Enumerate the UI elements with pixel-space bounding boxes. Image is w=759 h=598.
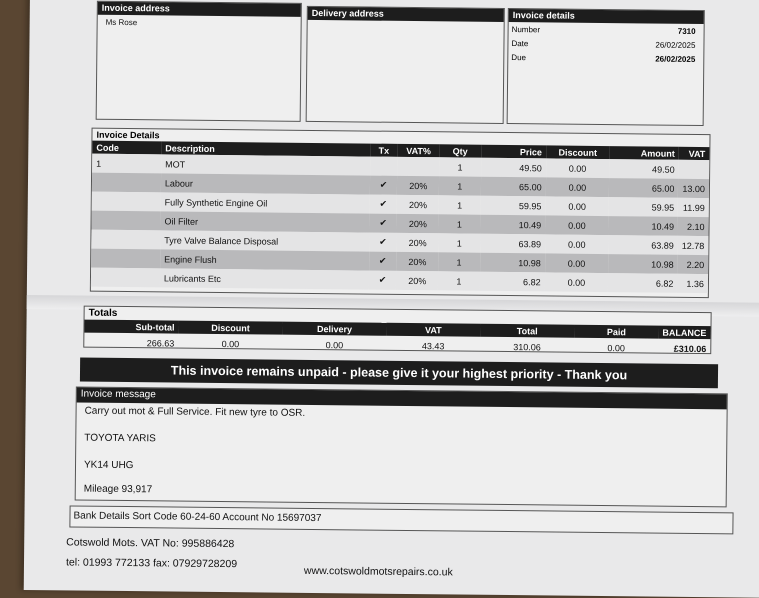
cell-vat: 11.99 [678, 198, 709, 217]
totals-balance-label: BALANCE [658, 326, 710, 340]
cell-qty: 1 [439, 195, 481, 214]
totals-subtotal-label: Sub-total [84, 320, 178, 334]
invoice-page [24, 0, 759, 598]
cell-amount: 10.98 [608, 254, 677, 274]
cell-price: 10.98 [480, 253, 545, 273]
totals-delivery: 0.00 [325, 339, 344, 350]
totals-total-label: Total [480, 324, 574, 338]
cell-code: 1 [92, 154, 161, 174]
col-price: Price [481, 145, 546, 159]
col-vat: VAT [679, 147, 710, 160]
cell-description: Labour [161, 173, 370, 194]
cell-amount: 59.95 [609, 197, 678, 217]
invoice-lines-table [91, 141, 709, 293]
cell-discount: 0.00 [546, 158, 610, 178]
cell-amount: 49.50 [609, 159, 678, 179]
invoice-message-box [75, 387, 728, 508]
totals-vat: 43.43 [421, 340, 445, 351]
invoice-date: 26/02/2025 [655, 40, 696, 50]
totals-vat-label: VAT [386, 323, 480, 337]
check-icon: ✔ [369, 271, 397, 290]
check-icon: ✔ [369, 233, 397, 252]
cell-vat: 2.20 [678, 255, 709, 274]
message-line: TOYOTA YARIS [84, 432, 156, 445]
cell-description: Fully Synthetic Engine Oil [161, 192, 370, 213]
cell-amount: 6.82 [608, 273, 677, 293]
cell-description: Tyre Valve Balance Disposal [160, 230, 369, 251]
cell-code [92, 173, 161, 193]
totals-paid-label: Paid [574, 325, 658, 339]
totals-discount-label: Discount [178, 321, 282, 335]
message-line: Mileage 93,917 [83, 483, 153, 496]
cell-vat-pct: 20% [397, 214, 439, 233]
cell-discount: 0.00 [545, 272, 609, 292]
cell-qty: 1 [438, 271, 480, 290]
cell-description: Oil Filter [160, 211, 369, 232]
totals-delivery-label: Delivery [283, 322, 387, 336]
invoice-lines-box [90, 128, 711, 298]
col-discount: Discount [546, 145, 610, 159]
cell-price: 65.00 [480, 177, 545, 197]
check-icon: ✔ [369, 214, 397, 233]
cell-code [91, 230, 160, 250]
cell-discount: 0.00 [545, 196, 609, 216]
cell-vat-pct: 20% [397, 233, 439, 252]
cell-vat-pct: 20% [397, 176, 439, 195]
cell-discount: 0.00 [545, 234, 609, 254]
footer-company: Cotswold Mots. VAT No: 995886428 [66, 536, 235, 551]
cell-tx [370, 157, 398, 176]
invoice-lines-title: Invoice Details [96, 129, 160, 141]
footer-website[interactable]: www.cotswoldmotsrepairs.co.uk [303, 564, 453, 579]
cell-price: 6.82 [480, 272, 545, 292]
col-code: Code [92, 141, 161, 155]
cell-vat: 12.78 [678, 236, 709, 255]
cell-price: 49.50 [481, 158, 546, 178]
cell-vat-pct: 20% [397, 195, 439, 214]
cell-amount: 10.49 [609, 216, 678, 236]
totals-paid: 0.00 [607, 342, 626, 353]
invoice-number: 7310 [677, 26, 696, 36]
cell-vat: 2.10 [678, 217, 709, 236]
invoice-due-label: Due [511, 53, 527, 63]
bank-details-box [69, 505, 733, 534]
delivery-address-box [306, 6, 505, 124]
invoice-message-title: Invoice message [77, 388, 727, 410]
col-qty: Qty [439, 144, 481, 157]
cell-qty: 1 [439, 157, 481, 176]
customer-name: Ms Rose [105, 17, 138, 28]
cell-code [91, 211, 160, 231]
cell-description: MOT [161, 154, 370, 175]
cell-qty: 1 [439, 214, 481, 233]
delivery-address-title: Delivery address [308, 7, 504, 22]
cell-price: 63.89 [480, 234, 545, 254]
col-description: Description [161, 141, 370, 156]
cell-amount: 63.89 [608, 235, 677, 255]
totals-total: 310.06 [513, 341, 541, 352]
totals-discount: 0.00 [221, 338, 240, 349]
totals-box [83, 306, 711, 355]
cell-qty: 1 [438, 233, 480, 252]
totals-table [84, 320, 710, 359]
cell-amount: 65.00 [609, 178, 678, 198]
cell-discount: 0.00 [545, 253, 609, 273]
cell-price: 10.49 [480, 215, 545, 235]
cell-description: Lubricants Etc [160, 268, 369, 289]
message-line: YK14 UHG [83, 459, 134, 472]
cell-vat: 13.00 [678, 179, 709, 198]
totals-subtotal: 266.63 [146, 337, 175, 349]
cell-vat-pct [397, 157, 439, 176]
cell-discount: 0.00 [545, 215, 609, 235]
cell-discount: 0.00 [546, 177, 610, 197]
check-icon: ✔ [370, 176, 398, 195]
invoice-address-box [96, 1, 302, 122]
col-amount: Amount [609, 146, 678, 160]
col-vat-pct: VAT% [398, 144, 440, 157]
col-tx: Tx [370, 144, 398, 157]
cell-qty: 1 [439, 176, 481, 195]
footer-phone: tel: 01993 772133 fax: 07929728209 [65, 556, 238, 571]
cell-vat-pct: 20% [396, 271, 438, 290]
invoice-details-box [507, 8, 705, 126]
cell-vat: 1.36 [677, 274, 708, 293]
check-icon: ✔ [369, 195, 397, 214]
cell-code [92, 192, 161, 212]
check-icon: ✔ [369, 252, 397, 271]
invoice-due: 26/02/2025 [655, 54, 696, 64]
cell-code [91, 249, 160, 269]
totals-title: Totals [88, 307, 118, 319]
cell-code [91, 268, 160, 288]
invoice-number-label: Number [511, 25, 541, 35]
bank-details: Bank Details Sort Code 60-24-60 Account No 15697037 [73, 510, 322, 525]
invoice-details-title: Invoice details [509, 9, 704, 24]
cell-price: 59.95 [480, 196, 545, 216]
totals-balance: £310.06 [673, 343, 707, 354]
cell-vat-pct: 20% [397, 252, 439, 271]
cell-description: Engine Flush [160, 249, 369, 270]
unpaid-banner: This invoice remains unpaid - please give it your highest priority - Thank you [80, 358, 718, 389]
invoice-address-title: Invoice address [98, 2, 301, 17]
invoice-date-label: Date [511, 39, 529, 49]
cell-vat [679, 160, 710, 179]
cell-qty: 1 [438, 252, 480, 271]
message-line: Carry out mot & Full Service. Fit new tyre to OSR. [84, 405, 306, 419]
